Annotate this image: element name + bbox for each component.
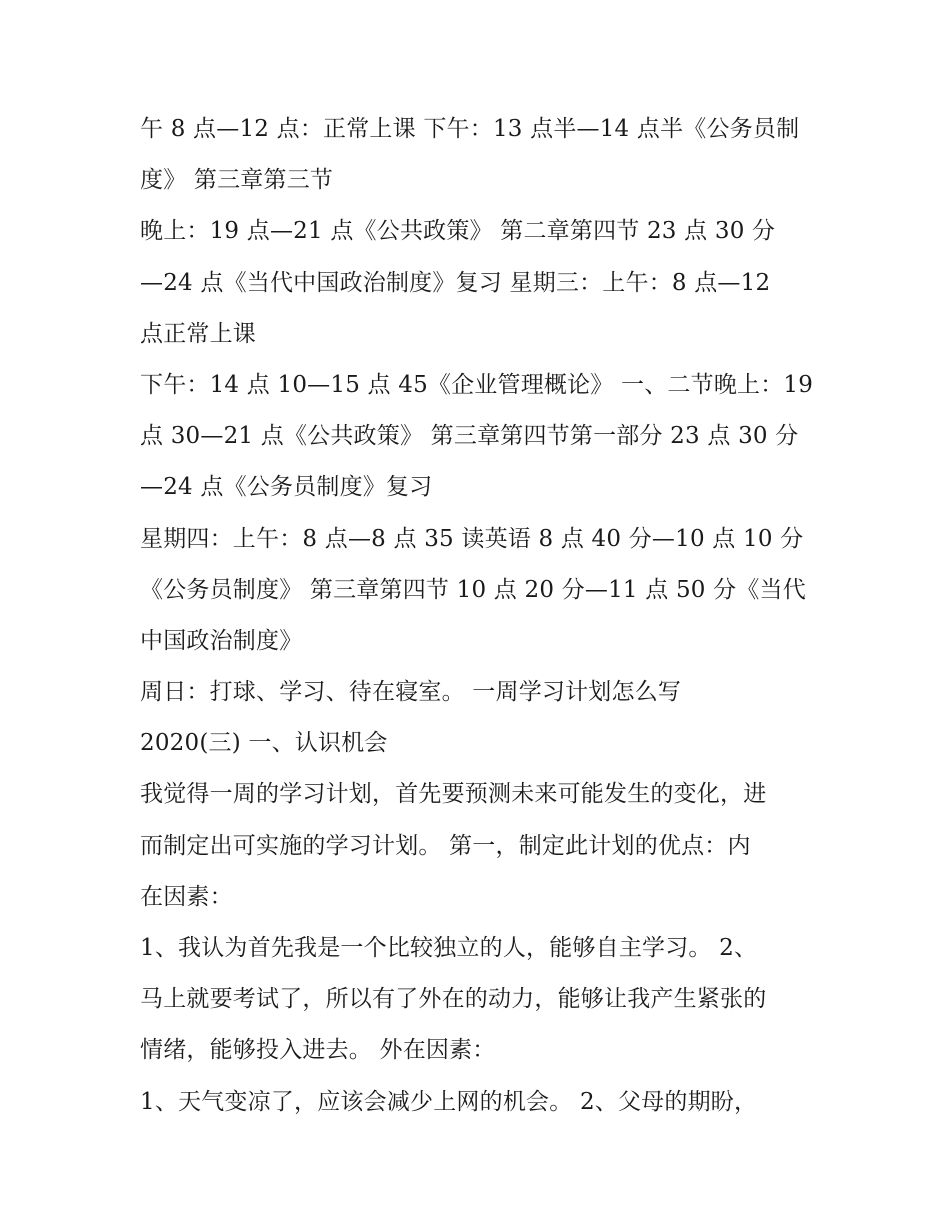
text-line: 2020(三) 一、认识机会 (140, 730, 388, 757)
text-line: 马上就要考试了，所以有了外在的动力，能够让我产生紧张的 (140, 986, 767, 1013)
text-line: —24 点《公务员制度》复习 (140, 474, 433, 501)
text-line: 点正常上课 (140, 320, 256, 347)
document-body (140, 104, 840, 1128)
text-line: 1、我认为首先我是一个比较独立的人，能够自主学习。 2、 (140, 935, 758, 961)
text-line: 情绪，能够投入进去。 外在因素： (140, 1037, 496, 1064)
text-line: 《公务员制度》 第三章第四节 10 点 20 分—11 点 50 分《当代 (140, 576, 806, 603)
text-line: 晚上：19 点—21 点《公共政策》 第二章第四节 23 点 30 分 (140, 218, 776, 245)
text-line: 1、天气变凉了，应该会减少上网的机会。 2、父母的期盼， (140, 1088, 758, 1115)
text-line: 在因素： (140, 883, 233, 910)
text-line: —24 点《当代中国政治制度》复习 星期三：上午：8 点—12 (140, 269, 771, 296)
text-line: 午 8 点—12 点：正常上课 下午：13 点半—14 点半《公务员制 (140, 116, 800, 142)
text-line: 而制定出可实施的学习计划。 第一，制定此计划的优点：内 (140, 832, 751, 859)
text-line: 星期四：上午：8 点—8 点 35 读英语 8 点 40 分—10 点 10 分 (140, 525, 804, 552)
text-line: 周日：打球、学习、待在寝室。 一周学习计划怎么写 (140, 679, 682, 706)
text-line: 下午：14 点 10—15 点 45《企业管理概论》 一、二节晚上：19 (140, 371, 814, 398)
text-line: 点 30—21 点《公共政策》 第三章第四节第一部分 23 点 30 分 (140, 423, 799, 450)
text-line: 中国政治制度》 (140, 627, 303, 654)
text-line: 度》 第三章第三节 (140, 167, 334, 194)
text-line: 我觉得一周的学习计划，首先要预测未来可能发生的变化，进 (140, 781, 767, 808)
